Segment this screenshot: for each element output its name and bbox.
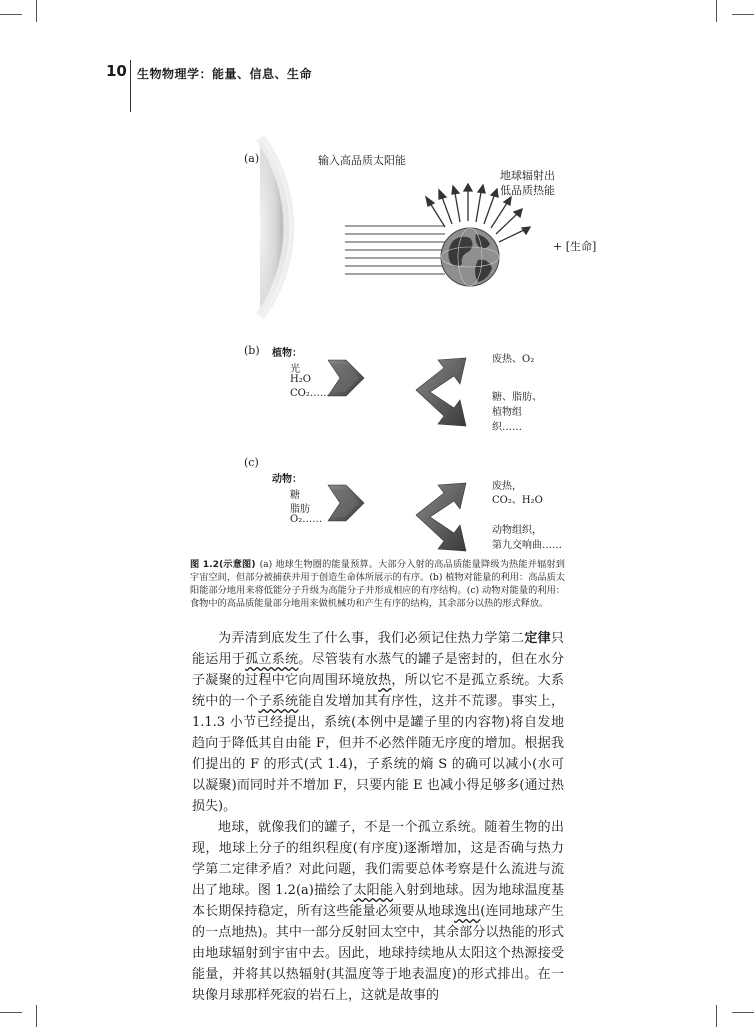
split-arrow-icon: [416, 358, 466, 426]
life-label: + [生命]: [553, 240, 597, 253]
plant-input: CO₂……: [290, 388, 330, 399]
caption-label: 图 1.2(示意图): [190, 559, 256, 570]
body-text: [192, 628, 564, 1006]
animal-output: 第九交响曲……: [492, 540, 562, 551]
underlined-term: 逸出: [454, 904, 481, 919]
plant-input: 光: [290, 364, 300, 375]
figure-caption: [190, 558, 565, 610]
animal-output-top: 废热，: [492, 481, 522, 492]
figure-panel-a: [240, 130, 620, 320]
caption-text: (a) 地球生物圈的能量预算。大部分入射的高品质能量降级为热能并辐射到宇宙空间，但部分被捕获并用于创造生命体所展示的有序。(b) 植物对能量的利用：高品质太阳能部分地用来将低能分子升级为高能分子并形成相应的有序结构。(c) 动物对能量的利用：食物中的高品质能量部分地用来做机械功和产生有序的结构，其余部分以热的形式释放。: [190, 559, 565, 609]
plant-output: 植物组: [492, 407, 522, 418]
page-number: 10: [106, 62, 127, 80]
animal-input: O₂……: [290, 514, 323, 525]
crop-mark: [36, 0, 37, 22]
crop-mark: [716, 0, 717, 22]
panel-b-label: (b): [244, 344, 260, 357]
animal-input: 脂肪: [290, 504, 310, 515]
earth-radiation-label-1: 地球辐射出: [500, 169, 555, 182]
underlined-term: 子系统: [258, 694, 299, 709]
panel-c-label: (c): [244, 456, 259, 469]
earth-radiation-label-2: 低品质热能: [500, 184, 555, 197]
sun-shape: [260, 138, 289, 316]
sun-energy-label: 输入高品质太阳能: [318, 154, 406, 167]
sunlight-rays: [345, 226, 445, 274]
plant-label: 植物：: [272, 348, 302, 359]
crop-mark: [732, 1012, 754, 1013]
paragraph: 地球，就像我们的罐子，不是一个孤立系统。随着生物的出现，地球上分子的组织程度(有序度)逐渐增加，这是否确与热力学第二定律矛盾？对此问题，我们需要总体考察是什么流进与流出了地球。图 1.2(a)描绘了太阳能入射到地球。因为地球温度基本长期保持稳定，所有这些能量必须要从地球逸出(连同地球产生的一点地热)。其中一部分反射回太空中，其余部分以热能的形式由地球辐射到宇宙中去。因此，地球持续地从太阳这个热源接受能量，并将其以热辐射(其温度等于地表温度)的形式排出。在一块像月球那样死寂的岩石上，这就是故事的: [192, 820, 564, 1003]
animal-label: 动物：: [272, 474, 302, 485]
panel-a-label: (a): [244, 152, 260, 165]
animal-process-diagram: [326, 475, 496, 555]
running-title: 生物物理学：能量、信息、生命: [137, 67, 313, 81]
plant-output: 织……: [492, 422, 522, 433]
header-divider: [130, 60, 131, 112]
emphasis: 定律: [524, 631, 551, 646]
earth-globe: [441, 228, 499, 286]
crop-mark: [0, 1012, 22, 1013]
crop-mark: [36, 1005, 37, 1027]
animal-input: 糖: [290, 490, 300, 501]
plant-process-diagram: [326, 350, 496, 430]
paragraph: 为弄清到底发生了什么事，我们必须记住热力学第二定律只能运用于孤立系统。尽管装有水蒸气的罐子是密封的，但在水分子凝聚的过程中它向周围环境放热，所以它不是孤立系统。大系统中的一个子系统能自发增加其有序性，这并不荒谬。事实上，1.1.3 小节已经提出，系统(本例中是罐子里的内容物)将自发地趋向于降低其自由能 F，但并不必然伴随无序度的增加。根据我们提出的 F 的形式(式 1.4)，子系统的熵 S 的确可以减小(水可以凝聚)而同时并不增加 F，只要内能 E 也减小得足够多(通过热损失)。: [192, 631, 564, 814]
underlined-term: 孤立系统: [245, 652, 299, 667]
animal-output: 动物组织，: [492, 525, 542, 536]
animal-output-top: CO₂、H₂O: [492, 495, 543, 506]
crop-mark: [0, 14, 22, 15]
underlined-term: 太阳能: [353, 883, 394, 898]
split-arrow-icon: [416, 483, 466, 551]
crop-mark: [732, 14, 754, 15]
crop-mark: [716, 1005, 717, 1027]
plant-input: H₂O: [290, 374, 311, 385]
plant-output: 糖、脂肪、: [492, 392, 542, 403]
underlined-term: 热: [378, 673, 392, 688]
plant-output-top: 废热、O₂: [492, 354, 535, 365]
